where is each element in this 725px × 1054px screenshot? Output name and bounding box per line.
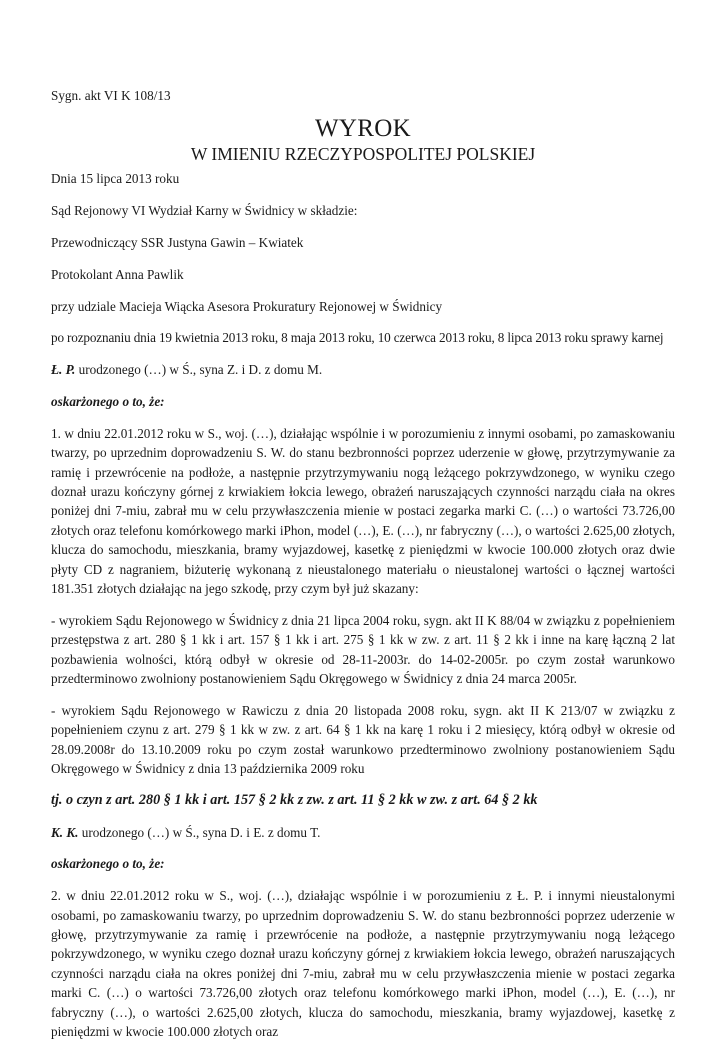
judgment-subtitle: W IMIENIU RZECZYPOSPOLITEJ POLSKIEJ bbox=[190, 144, 536, 165]
prosecutor-line: przy udziale Macieja Wiącka Asesora Prokuratury Rejonowej w Świdnicy bbox=[51, 298, 443, 314]
presiding-judge: Przewodniczący SSR Justyna Gawin – Kwiatek bbox=[51, 235, 304, 250]
defendant-1 bbox=[51, 360, 675, 379]
court-composition: Sąd Rejonowy VI Wydział Karny w Świdnicy w składzie: bbox=[51, 203, 358, 219]
prior-conviction-2: - wyrokiem Sądu Rejonowego w Rawiczu z dnia 20 listopada 2008 roku, sygn. akt II K 213/07 w związku z popełnieniem czynu z art. 279 § 1 kk w zw. z art. 64 § 1 kk na karę 1 roku i 2 miesięcy, którą odbył w okresie od 28.09.2008r do 13.10.2009 roku po czym został warunkowo przedterminowo zwolniony postanowieniem Sądu Okręgowego w Świdnicy z dnia 13 października 2009 roku bbox=[51, 702, 675, 777]
accused-heading-2: oskarżonego o to, że: bbox=[51, 856, 165, 872]
defendant-2-details: urodzonego (…) w Ś., syna D. i E. z domu T. bbox=[78, 824, 321, 840]
defendant-1-name: Ł. P. bbox=[51, 362, 76, 378]
defendant-2-name: K. K. bbox=[51, 824, 79, 840]
defendant-1-details: urodzonego (…) w Ś., syna Z. i D. z domu M. bbox=[75, 362, 323, 378]
court-clerk: Protokolant Anna Pawlik bbox=[51, 266, 184, 282]
defendant-2 bbox=[51, 823, 675, 842]
judgment-title: WYROK bbox=[315, 115, 411, 143]
count-1: 1. w dniu 22.01.2012 roku w S., woj. (…), działając wspólnie i w porozumieniu z innymi osobami, po zamaskowaniu twarzy, po uprzednim doprowadzeniu S. W. do stanu bezbronności poprzez uderzenie w głowę, przytrzymywanie za ramię i przewrócenie na podłoże, a następnie przytrzymywaniu nogą leżącego pokrzywdzonego, w wyniku czego doznał urazu kończyny górnej z krwiakiem łokcia lewego, obrażeń naruszających czynności narządu ciała na okres poniżej dni 7-miu, zabrał mu w celu przywłaszczenia mienie w postaci zegarka marki C. (…) o wartości 73.726,00 złotych oraz telefonu komórkowego marki iPhon, model (…), E. (…), nr fabryczny (…), o wartości 2.625,00 złotych, klucza do samochodu, mieszkania, bramy wyjazdowej, kasetkę z pieniędzmi w kwocie 100.000 złotych oraz dwie płyty CD z nagraniem, biżuterię wykonaną z nieustalonego materiału o nieustalonej wartości o łącznej wartości 181.351 złotych działając na jego szkodę, przy czym był już skazany: bbox=[51, 425, 675, 597]
judgment-date: Dnia 15 lipca 2013 roku bbox=[51, 171, 180, 187]
prior-conviction-1: - wyrokiem Sądu Rejonowego w Świdnicy z dnia 21 lipca 2004 roku, sygn. akt II K 88/04 w związku z popełnieniem przestępstwa z art. 280 § 1 kk i art. 157 § 1 kk i art. 275 § 1 kk w zw. z art. 11 § 2 kk i inne na karę łączną 2 lat pozbawienia wolności, którą odbył w okresie od 28-11-2003r. do 14-02-2005r. po czym został warunkowo przedterminowo zwolniony postanowieniem Sądu Okręgowego w Świdnicy z dnia 24 marca 2005r. bbox=[51, 612, 675, 687]
count-2: 2. w dniu 22.01.2012 roku w S., woj. (…), działając wspólnie i w porozumieniu z Ł. P. i innymi nieustalonymi osobami, po zamaskowaniu twarzy, po uprzednim doprowadzeniu S. W. do stanu bezbronności poprzez uderzenie w głowę, przytrzymywanie za ramię i przewrócenie na podłoże, a następnie przytrzymywaniu nogą leżącego pokrzywdzonego, w wyniku czego doznał urazu kończyny górnej z krwiakiem łokcia lewego, obrażeń naruszających czynności narządu ciała na okres poniżej dni 7-miu, zabrał mu w celu przywłaszczenia mienie w postaci zegarka marki C. (…) o wartości 73.726,00 złotych oraz telefonu komórkowego marki iPhon, model (…), E. (…), nr fabryczny (…), o wartości 2.625,00 złotych, klucza do samochodu, mieszkania, bramy wyjazdowej, kasetkę z pieniędzmi w kwocie 100.000 złotych oraz bbox=[51, 888, 675, 1040]
document-page bbox=[51, 86, 675, 1054]
hearing-dates: po rozpoznaniu dnia 19 kwietnia 2013 roku, 8 maja 2013 roku, 10 czerwca 2013 roku, 8 lipca 2013 roku sprawy karnej bbox=[51, 330, 664, 346]
charge-qualification: tj. o czyn z art. 280 § 1 kk i art. 157 § 2 kk z zw. z art. 11 § 2 kk w zw. z art. 64 § 2 kk bbox=[51, 791, 538, 808]
case-signature: Sygn. akt VI K 108/13 bbox=[51, 88, 171, 103]
accused-heading-1: oskarżonego o to, że: bbox=[51, 393, 165, 409]
